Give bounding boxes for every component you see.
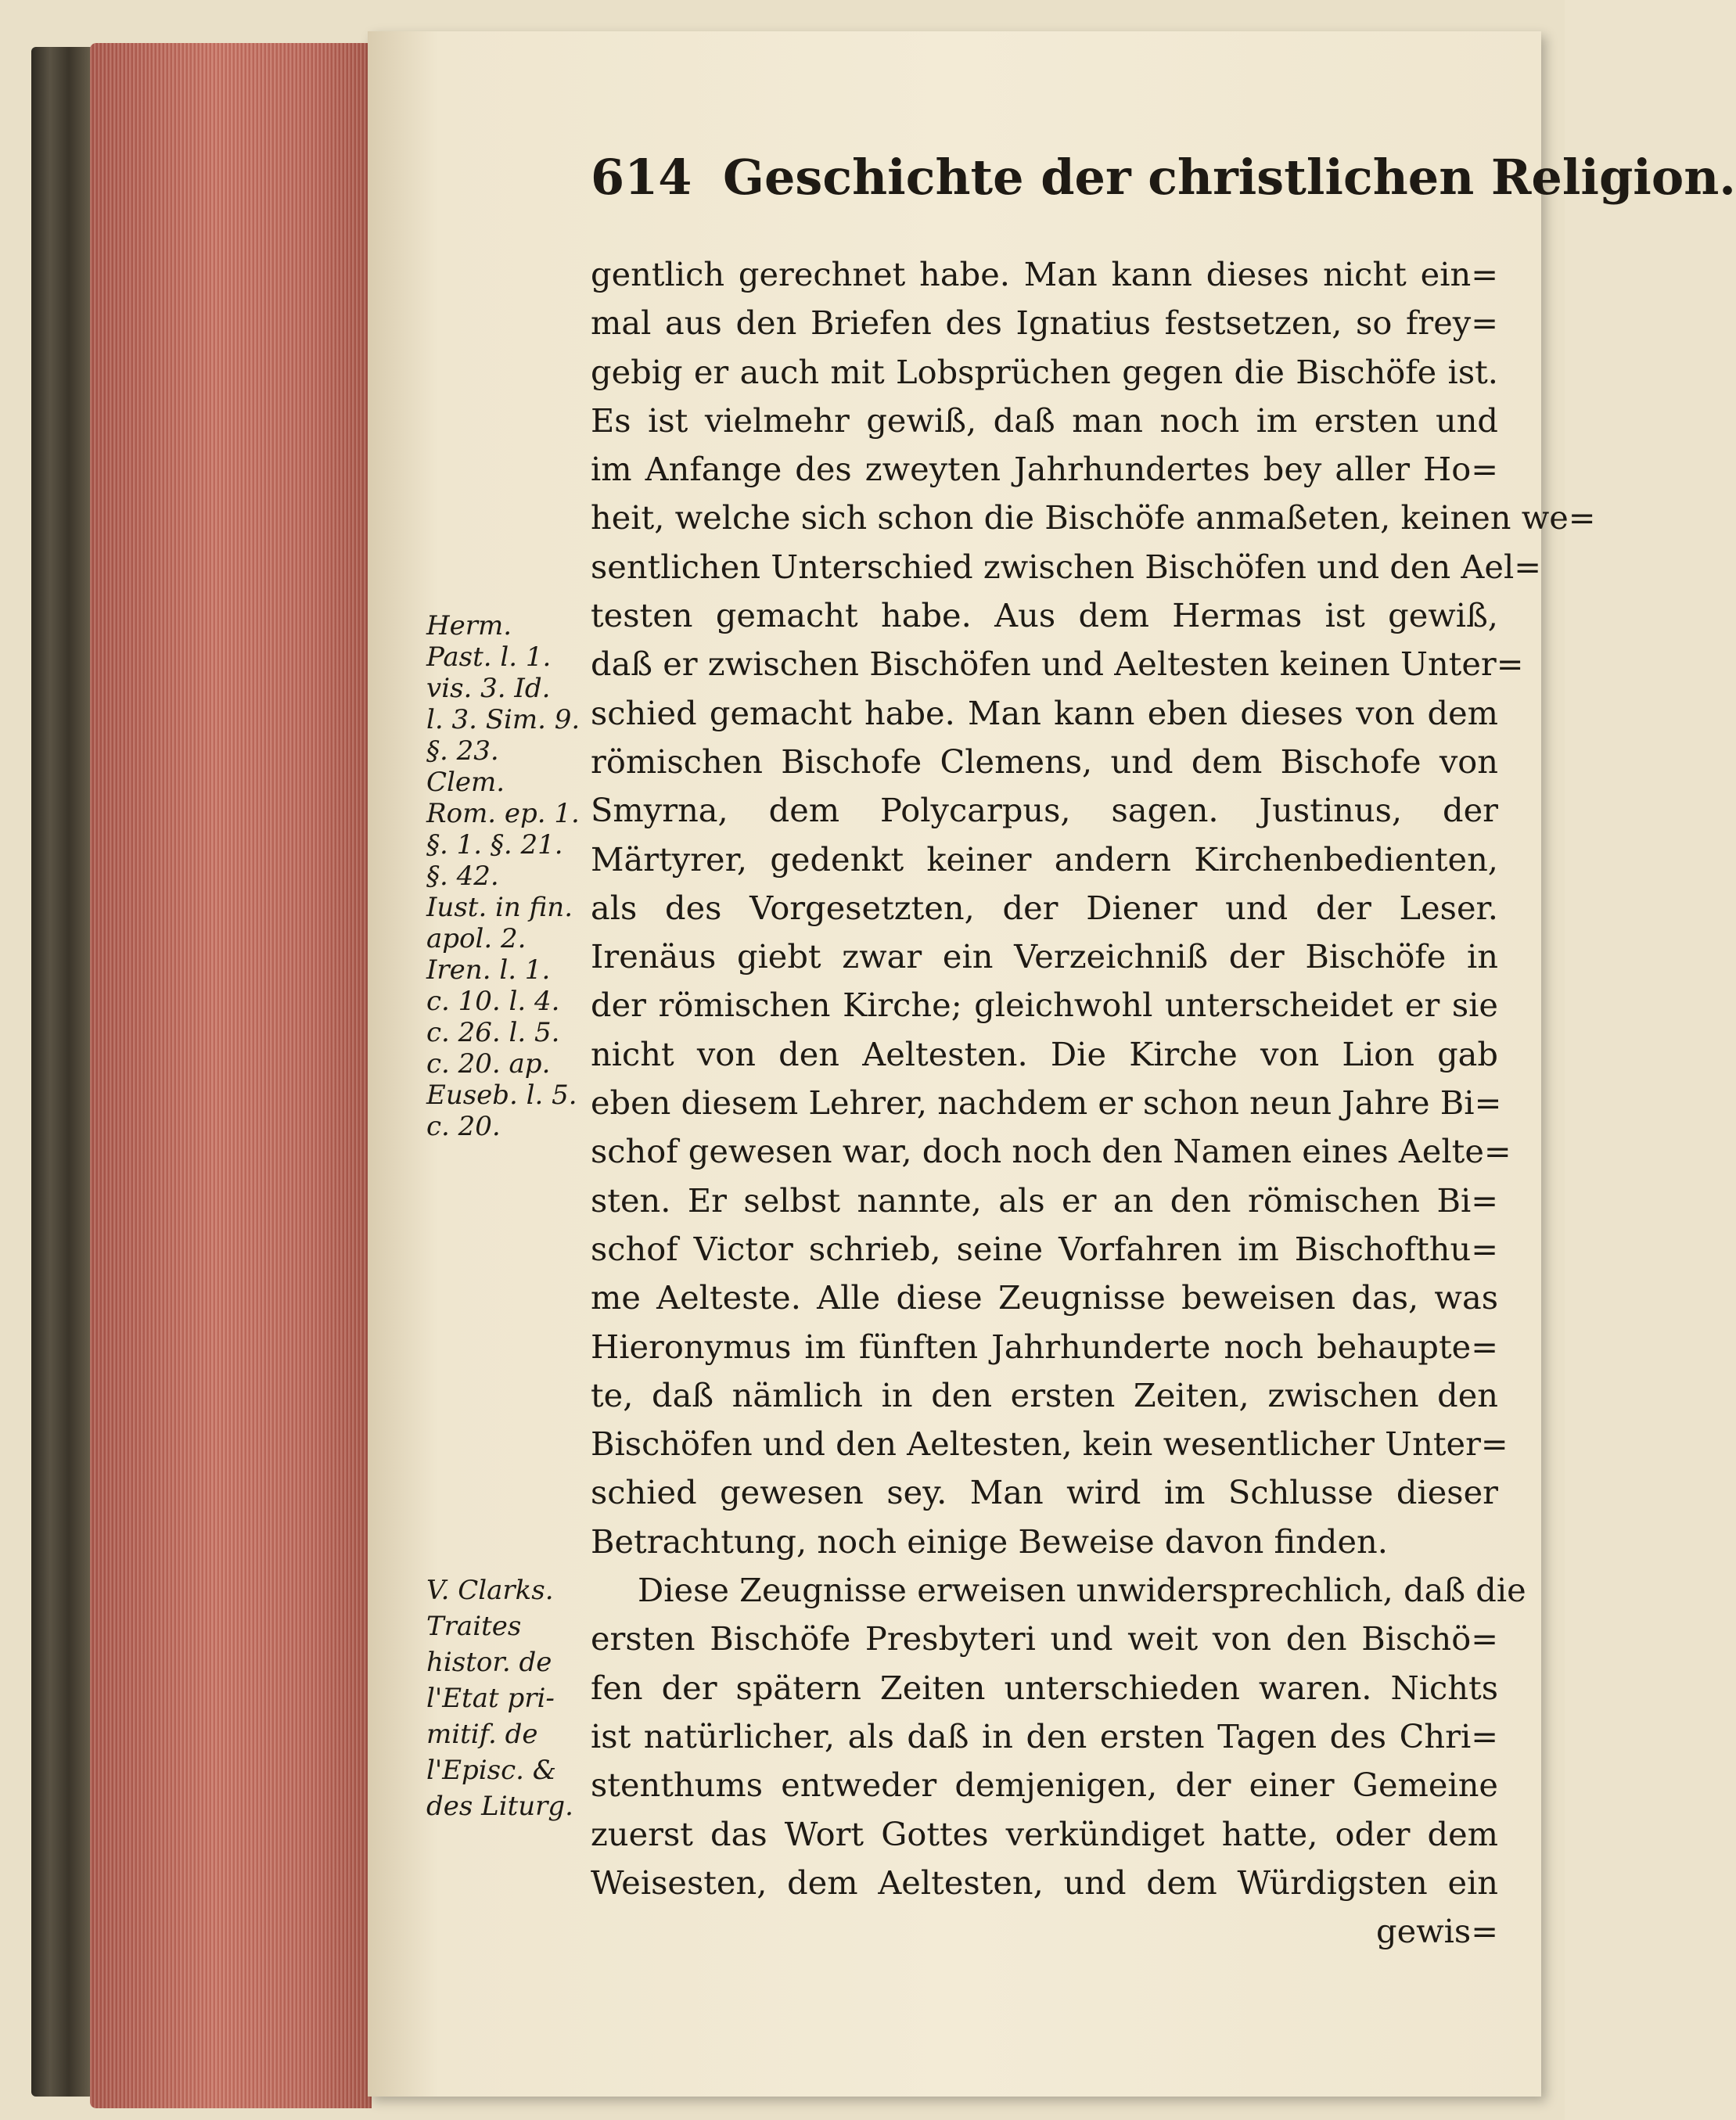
text-line: sentlichen Unterschied zwischen Bischöfen und den Ael= bbox=[591, 547, 1541, 586]
margin-note-line: l'Episc. & bbox=[426, 1755, 557, 1786]
margin-note-line: Clem. bbox=[426, 767, 505, 798]
margin-note-line: apol. 2. bbox=[426, 923, 527, 954]
text-line: eben diesem Lehrer, nachdem er schon neun Jahre Bi= bbox=[591, 1083, 1502, 1123]
margin-note-line: Rom. ep. 1. bbox=[426, 798, 580, 829]
text-line: ist natürlicher, als daß in den ersten Tagen des Chri= bbox=[591, 1716, 1498, 1755]
page-edges bbox=[90, 43, 372, 2108]
page-number: 614 bbox=[591, 149, 692, 206]
text-line: schof Victor schrieb, seine Vorfahren im Bischofthu= bbox=[591, 1229, 1498, 1268]
text-line: testen gemacht habe. Aus dem Hermas ist gewiß, bbox=[591, 596, 1498, 635]
book-spine bbox=[31, 47, 94, 2097]
margin-note-line: histor. de bbox=[426, 1647, 552, 1678]
margin-note-line: Euseb. l. 5. bbox=[426, 1080, 577, 1111]
text-line: Weisesten, dem Aeltesten, und dem Würdigsten ein bbox=[591, 1863, 1498, 1902]
text-line: schof gewesen war, doch noch den Namen eines Aelte= bbox=[591, 1132, 1511, 1171]
text-line: Smyrna, dem Polycarpus, sagen. Justinus, der bbox=[591, 791, 1498, 830]
text-line: Irenäus giebt zwar ein Verzeichniß der Bischöfe in bbox=[591, 937, 1498, 976]
text-line: fen der spätern Zeiten unterschieden waren. Nichts bbox=[591, 1668, 1498, 1707]
margin-note-line: c. 26. l. 5. bbox=[426, 1017, 560, 1048]
catchword: gewis= bbox=[1376, 1912, 1498, 1951]
margin-note-line: vis. 3. Id. bbox=[426, 673, 551, 704]
margin-note-line: Iust. in fin. bbox=[426, 892, 573, 923]
text-line: Betrachtung, noch einige Beweise davon finden. bbox=[591, 1522, 1388, 1561]
text-line: der römischen Kirche; gleichwohl unterscheidet er sie bbox=[591, 986, 1498, 1025]
margin-note-line: §. 23. bbox=[426, 735, 499, 767]
text-line: daß er zwischen Bischöfen und Aeltesten keinen Unter= bbox=[591, 645, 1524, 684]
text-line: römischen Bischofe Clemens, und dem Bischofe von bbox=[591, 742, 1498, 781]
text-line: Bischöfen und den Aeltesten, kein wesentlicher Unter= bbox=[591, 1425, 1508, 1464]
margin-note-line: §. 1. §. 21. bbox=[426, 829, 563, 861]
margin-note-line: V. Clarks. bbox=[426, 1575, 554, 1606]
text-line: nicht von den Aeltesten. Die Kirche von Lion gab bbox=[591, 1034, 1498, 1073]
text-line: im Anfange des zweyten Jahrhundertes bey aller Ho= bbox=[591, 450, 1498, 489]
text-line: schied gewesen sey. Man wird im Schlusse dieser bbox=[591, 1473, 1498, 1512]
text-line: Märtyrer, gedenkt keiner andern Kirchenbedienten, bbox=[591, 839, 1498, 879]
text-line: heit, welche sich schon die Bischöfe anmaßeten, keinen we= bbox=[591, 498, 1596, 537]
running-title: Geschichte der christlichen Religion. bbox=[723, 149, 1736, 206]
margin-note-line: mitif. de bbox=[426, 1719, 538, 1750]
text-line: sten. Er selbst nannte, als er an den römischen Bi= bbox=[591, 1180, 1498, 1220]
text-line: Es ist vielmehr gewiß, daß man noch im ersten und bbox=[591, 401, 1498, 440]
text-line: mal aus den Briefen des Ignatius festsetzen, so frey= bbox=[591, 304, 1498, 343]
margin-note-line: c. 20. bbox=[426, 1111, 501, 1142]
text-line: stenthums entweder demjenigen, der einer Gemeine bbox=[591, 1766, 1498, 1805]
book-page bbox=[368, 31, 1736, 2097]
text-line: schied gemacht habe. Man kann eben dieses von dem bbox=[591, 693, 1498, 732]
text-line: Diese Zeugnisse erweisen unwidersprechlich, daß die bbox=[638, 1571, 1526, 1610]
text-line: ersten Bischöfe Presbyteri und weit von den Bischö= bbox=[591, 1619, 1498, 1658]
running-header bbox=[591, 149, 1736, 206]
margin-note-line: Herm. bbox=[426, 610, 512, 641]
text-line: me Aelteste. Alle diese Zeugnisse beweisen das, was bbox=[591, 1278, 1498, 1317]
margin-note-line: Past. l. 1. bbox=[426, 641, 552, 673]
margin-note-line: c. 20. ap. bbox=[426, 1048, 551, 1080]
margin-note-line: c. 10. l. 4. bbox=[426, 986, 560, 1017]
margin-notes-reference bbox=[426, 1572, 587, 1824]
text-line: zuerst das Wort Gottes verkündiget hatte, oder dem bbox=[591, 1814, 1498, 1853]
text-line: gebig er auch mit Lobsprüchen gegen die Bischöfe ist. bbox=[591, 352, 1498, 391]
text-line: te, daß nämlich in den ersten Zeiten, zwischen den bbox=[591, 1375, 1498, 1414]
margin-notes-citations bbox=[426, 610, 587, 1142]
body-text bbox=[591, 250, 1596, 1956]
text-line: Hieronymus im fünften Jahrhunderte noch behaupte= bbox=[591, 1327, 1498, 1366]
margin-note-line: l'Etat pri- bbox=[426, 1683, 555, 1714]
margin-note-line: §. 42. bbox=[426, 861, 499, 892]
margin-note-line: l. 3. Sim. 9. bbox=[426, 704, 580, 735]
margin-note-line: Iren. l. 1. bbox=[426, 954, 551, 986]
margin-note-line: des Liturg. bbox=[426, 1791, 573, 1822]
text-line: gentlich gerechnet habe. Man kann dieses nicht ein= bbox=[591, 255, 1498, 293]
margin-note-line: Traites bbox=[426, 1611, 522, 1642]
text-line: als des Vorgesetzten, der Diener und der Leser. bbox=[591, 888, 1498, 927]
